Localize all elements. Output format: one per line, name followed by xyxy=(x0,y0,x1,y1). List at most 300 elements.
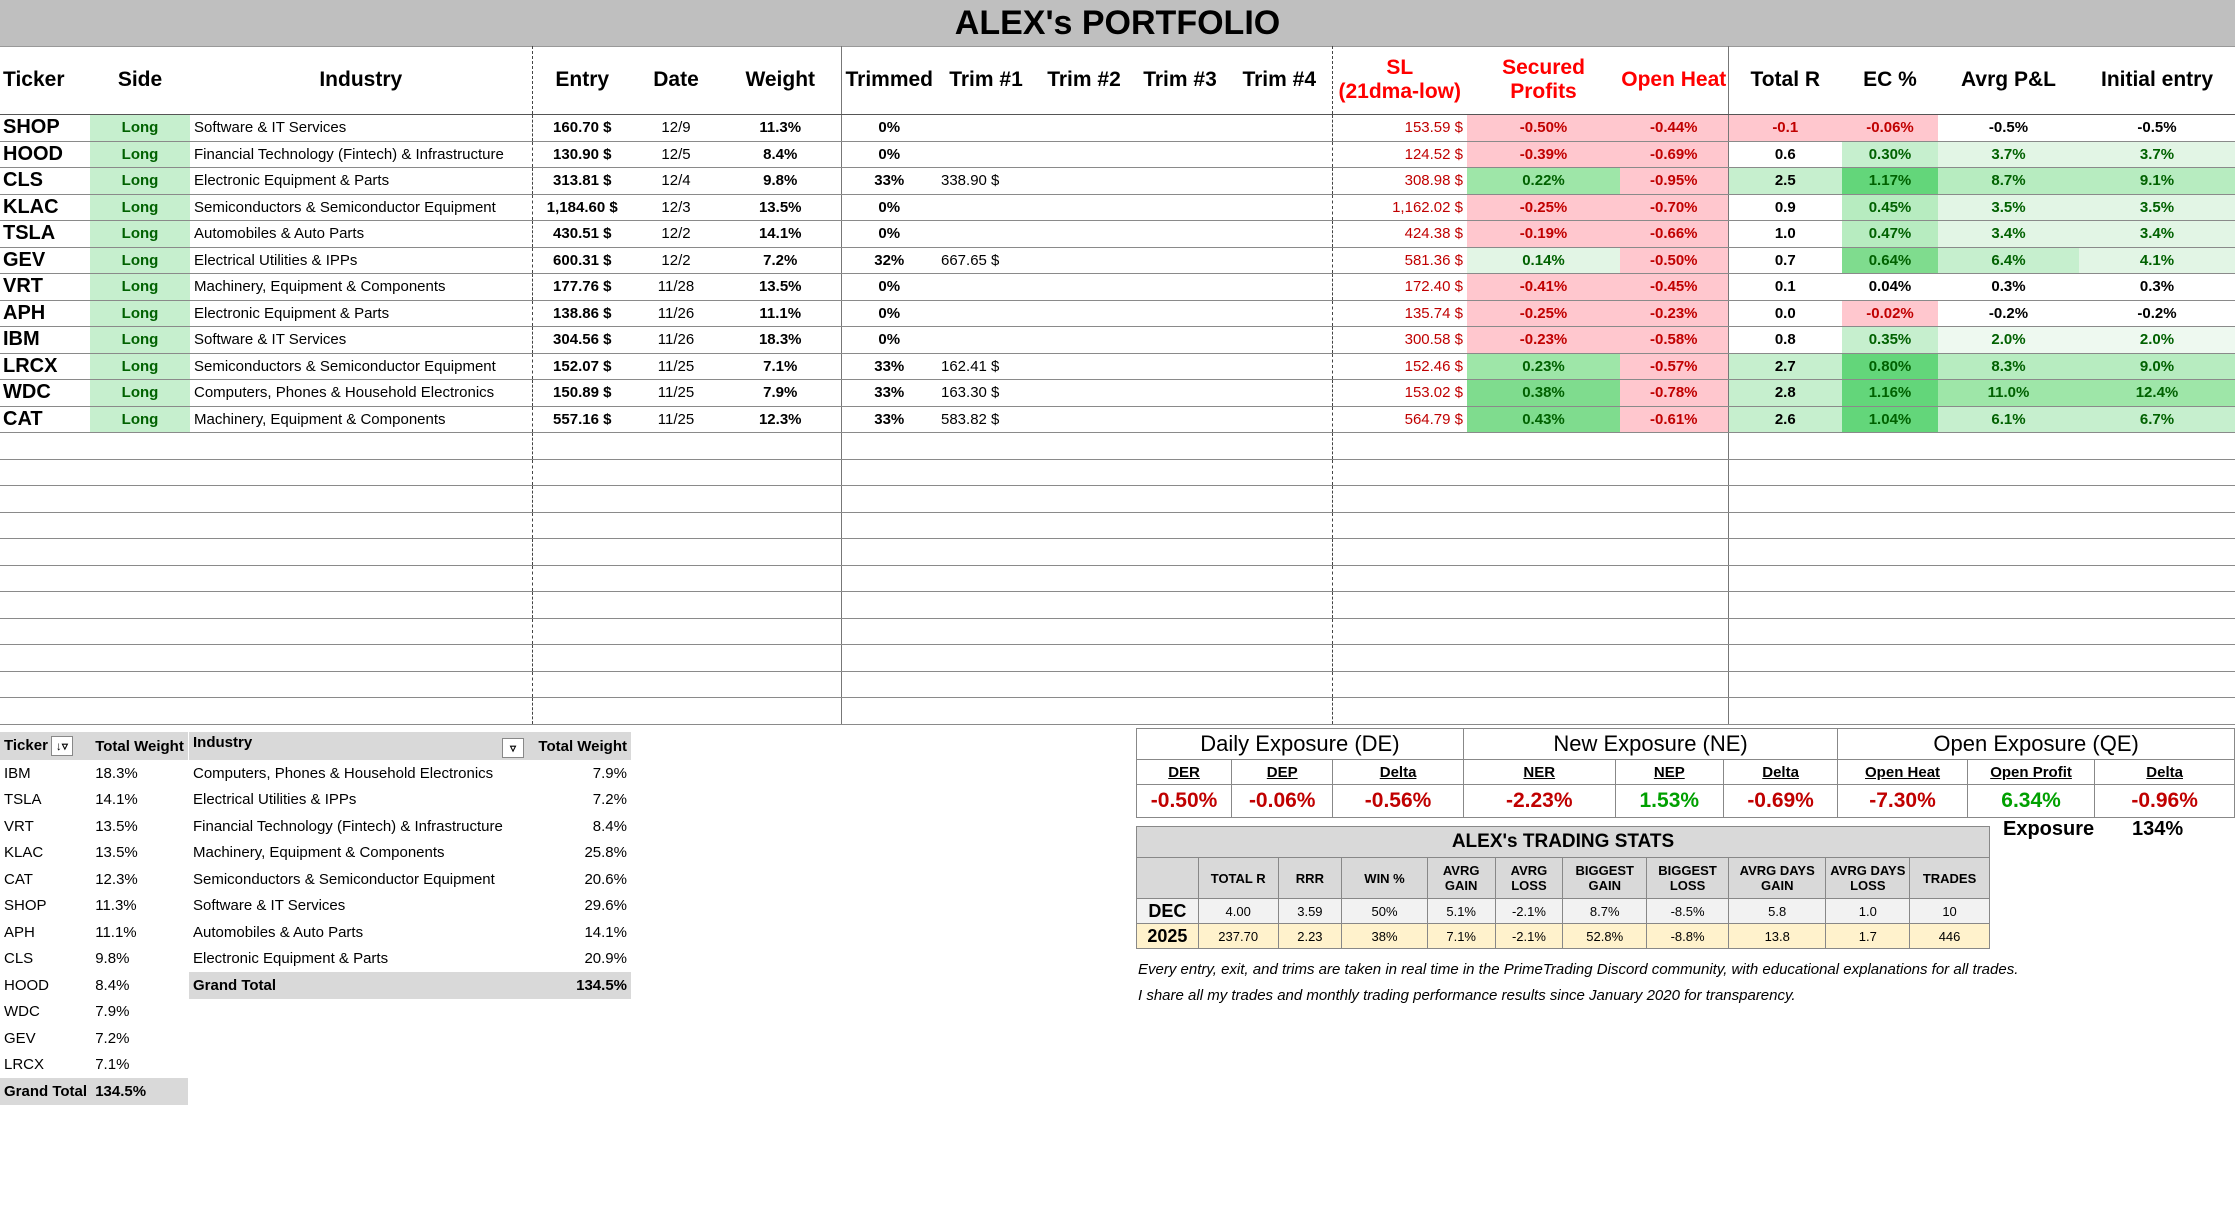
empty-cell[interactable] xyxy=(532,539,632,566)
empty-cell[interactable] xyxy=(1728,459,1842,486)
cell-weight[interactable]: 8.4% xyxy=(720,141,841,168)
empty-cell[interactable] xyxy=(1035,698,1133,725)
empty-cell[interactable] xyxy=(1620,512,1728,539)
empty-cell[interactable] xyxy=(937,645,1035,672)
empty-cell[interactable] xyxy=(2079,671,2235,698)
empty-cell[interactable] xyxy=(2079,618,2235,645)
cell-ec-pct[interactable]: 1.16% xyxy=(1842,380,1938,407)
pivot-value[interactable]: 25.8% xyxy=(584,844,627,862)
cell-stop-loss[interactable]: 581.36 $ xyxy=(1332,247,1467,274)
cell-trim1[interactable] xyxy=(937,115,1035,142)
cell-trim1[interactable] xyxy=(937,327,1035,354)
empty-cell[interactable] xyxy=(1133,539,1227,566)
empty-cell[interactable] xyxy=(90,486,190,513)
cell-avg-pnl[interactable]: 3.5% xyxy=(1938,194,2079,221)
cell-entry[interactable]: 600.31 $ xyxy=(532,247,632,274)
cell-trim4[interactable] xyxy=(1227,168,1332,195)
empty-cell[interactable] xyxy=(1467,698,1620,725)
empty-cell[interactable] xyxy=(1227,592,1332,619)
empty-cell[interactable] xyxy=(632,459,720,486)
cell-trim3[interactable] xyxy=(1133,300,1227,327)
empty-cell[interactable] xyxy=(2079,512,2235,539)
cell-trimmed[interactable]: 33% xyxy=(841,353,937,380)
empty-cell[interactable] xyxy=(532,671,632,698)
empty-cell[interactable] xyxy=(190,645,532,672)
empty-cell[interactable] xyxy=(190,698,532,725)
empty-cell[interactable] xyxy=(1938,486,2079,513)
empty-cell[interactable] xyxy=(841,433,937,460)
cell-trim4[interactable] xyxy=(1227,194,1332,221)
cell-initial-entry[interactable]: -0.5% xyxy=(2079,115,2235,142)
cell-open-heat[interactable]: -0.78% xyxy=(1620,380,1728,407)
empty-cell[interactable] xyxy=(632,671,720,698)
cell-trim1[interactable] xyxy=(937,274,1035,301)
empty-cell[interactable] xyxy=(1227,645,1332,672)
cell-ticker[interactable]: CAT xyxy=(0,406,90,433)
empty-cell[interactable] xyxy=(1332,459,1467,486)
empty-cell[interactable] xyxy=(937,486,1035,513)
cell-ec-pct[interactable]: 1.04% xyxy=(1842,406,1938,433)
cell-trim3[interactable] xyxy=(1133,141,1227,168)
empty-cell[interactable] xyxy=(1938,698,2079,725)
empty-cell[interactable] xyxy=(2079,433,2235,460)
empty-cell[interactable] xyxy=(937,698,1035,725)
cell-total-r[interactable]: 0.0 xyxy=(1728,300,1842,327)
cell-avg-pnl[interactable]: 8.7% xyxy=(1938,168,2079,195)
cell-ec-pct[interactable]: -0.06% xyxy=(1842,115,1938,142)
empty-cell[interactable] xyxy=(0,698,90,725)
empty-cell[interactable] xyxy=(90,459,190,486)
cell-trim4[interactable] xyxy=(1227,353,1332,380)
cell-ec-pct[interactable]: 0.04% xyxy=(1842,274,1938,301)
cell-weight[interactable]: 18.3% xyxy=(720,327,841,354)
empty-cell[interactable] xyxy=(1035,592,1133,619)
cell-avg-pnl[interactable]: 3.7% xyxy=(1938,141,2079,168)
empty-cell[interactable] xyxy=(632,565,720,592)
cell-entry[interactable]: 1,184.60 $ xyxy=(532,194,632,221)
empty-cell[interactable] xyxy=(1332,618,1467,645)
cell-stop-loss[interactable]: 124.52 $ xyxy=(1332,141,1467,168)
cell-date[interactable]: 12/3 xyxy=(632,194,720,221)
empty-cell[interactable] xyxy=(190,565,532,592)
empty-cell[interactable] xyxy=(937,592,1035,619)
cell-initial-entry[interactable]: 3.4% xyxy=(2079,221,2235,248)
cell-secured-profits[interactable]: -0.25% xyxy=(1467,194,1620,221)
cell-industry[interactable]: Computers, Phones & Household Electronics xyxy=(190,380,532,407)
empty-cell[interactable] xyxy=(1938,671,2079,698)
empty-cell[interactable] xyxy=(190,618,532,645)
cell-weight[interactable]: 12.3% xyxy=(720,406,841,433)
cell-ticker[interactable]: IBM xyxy=(0,327,90,354)
cell-date[interactable]: 11/26 xyxy=(632,327,720,354)
empty-cell[interactable] xyxy=(1227,512,1332,539)
empty-cell[interactable] xyxy=(1133,459,1227,486)
cell-trimmed[interactable]: 33% xyxy=(841,406,937,433)
cell-avg-pnl[interactable]: 8.3% xyxy=(1938,353,2079,380)
cell-side[interactable]: Long xyxy=(90,300,190,327)
cell-stop-loss[interactable]: 308.98 $ xyxy=(1332,168,1467,195)
empty-cell[interactable] xyxy=(1728,671,1842,698)
cell-side[interactable]: Long xyxy=(90,380,190,407)
cell-industry[interactable]: Electronic Equipment & Parts xyxy=(190,168,532,195)
cell-weight[interactable]: 13.5% xyxy=(720,274,841,301)
cell-trimmed[interactable]: 33% xyxy=(841,168,937,195)
cell-entry[interactable]: 430.51 $ xyxy=(532,221,632,248)
empty-cell[interactable] xyxy=(1728,486,1842,513)
empty-cell[interactable] xyxy=(1728,618,1842,645)
empty-cell[interactable] xyxy=(1620,433,1728,460)
cell-stop-loss[interactable]: 300.58 $ xyxy=(1332,327,1467,354)
empty-cell[interactable] xyxy=(841,459,937,486)
cell-trim1[interactable]: 163.30 $ xyxy=(937,380,1035,407)
cell-trim2[interactable] xyxy=(1035,247,1133,274)
cell-total-r[interactable]: 0.1 xyxy=(1728,274,1842,301)
cell-avg-pnl[interactable]: -0.5% xyxy=(1938,115,2079,142)
empty-cell[interactable] xyxy=(1035,618,1133,645)
cell-total-r[interactable]: 2.8 xyxy=(1728,380,1842,407)
cell-side[interactable]: Long xyxy=(90,168,190,195)
empty-cell[interactable] xyxy=(1938,565,2079,592)
empty-cell[interactable] xyxy=(720,486,841,513)
cell-trim3[interactable] xyxy=(1133,168,1227,195)
cell-initial-entry[interactable]: 6.7% xyxy=(2079,406,2235,433)
empty-cell[interactable] xyxy=(632,486,720,513)
cell-avg-pnl[interactable]: 2.0% xyxy=(1938,327,2079,354)
empty-cell[interactable] xyxy=(532,698,632,725)
cell-secured-profits[interactable]: 0.14% xyxy=(1467,247,1620,274)
cell-initial-entry[interactable]: -0.2% xyxy=(2079,300,2235,327)
empty-cell[interactable] xyxy=(1728,645,1842,672)
cell-trim2[interactable] xyxy=(1035,327,1133,354)
cell-total-r[interactable]: 2.5 xyxy=(1728,168,1842,195)
cell-trimmed[interactable]: 0% xyxy=(841,115,937,142)
cell-trim2[interactable] xyxy=(1035,194,1133,221)
empty-cell[interactable] xyxy=(1467,592,1620,619)
cell-trim1[interactable]: 162.41 $ xyxy=(937,353,1035,380)
pivot-value[interactable]: 13.5% xyxy=(95,817,138,835)
cell-open-heat[interactable]: -0.57% xyxy=(1620,353,1728,380)
cell-total-r[interactable]: 0.9 xyxy=(1728,194,1842,221)
pivot-value[interactable]: 7.2% xyxy=(95,1029,130,1047)
cell-open-heat[interactable]: -0.45% xyxy=(1620,274,1728,301)
empty-cell[interactable] xyxy=(2079,539,2235,566)
empty-cell[interactable] xyxy=(632,645,720,672)
empty-cell[interactable] xyxy=(1035,565,1133,592)
cell-trimmed[interactable]: 0% xyxy=(841,194,937,221)
empty-cell[interactable] xyxy=(1842,459,1938,486)
cell-weight[interactable]: 7.9% xyxy=(720,380,841,407)
cell-stop-loss[interactable]: 172.40 $ xyxy=(1332,274,1467,301)
empty-cell[interactable] xyxy=(1728,698,1842,725)
cell-ticker[interactable]: VRT xyxy=(0,274,90,301)
cell-trim3[interactable] xyxy=(1133,353,1227,380)
pivot-value[interactable]: 8.4% xyxy=(95,976,130,994)
empty-cell[interactable] xyxy=(841,698,937,725)
cell-trimmed[interactable]: 0% xyxy=(841,300,937,327)
empty-cell[interactable] xyxy=(1035,459,1133,486)
empty-cell[interactable] xyxy=(1035,671,1133,698)
empty-cell[interactable] xyxy=(1133,433,1227,460)
cell-stop-loss[interactable]: 424.38 $ xyxy=(1332,221,1467,248)
cell-trimmed[interactable]: 0% xyxy=(841,274,937,301)
pivot-label[interactable]: Financial Technology (Fintech) & Infrastructure xyxy=(193,817,503,835)
cell-trim4[interactable] xyxy=(1227,247,1332,274)
empty-cell[interactable] xyxy=(532,618,632,645)
empty-cell[interactable] xyxy=(1842,433,1938,460)
cell-stop-loss[interactable]: 153.59 $ xyxy=(1332,115,1467,142)
empty-cell[interactable] xyxy=(1467,512,1620,539)
empty-cell[interactable] xyxy=(1332,539,1467,566)
empty-cell[interactable] xyxy=(1620,459,1728,486)
empty-cell[interactable] xyxy=(632,539,720,566)
empty-cell[interactable] xyxy=(1035,539,1133,566)
cell-stop-loss[interactable]: 1,162.02 $ xyxy=(1332,194,1467,221)
empty-cell[interactable] xyxy=(0,459,90,486)
cell-weight[interactable]: 7.1% xyxy=(720,353,841,380)
empty-cell[interactable] xyxy=(532,565,632,592)
empty-cell[interactable] xyxy=(1227,618,1332,645)
cell-entry[interactable]: 150.89 $ xyxy=(532,380,632,407)
empty-cell[interactable] xyxy=(532,645,632,672)
empty-cell[interactable] xyxy=(1227,698,1332,725)
empty-cell[interactable] xyxy=(0,645,90,672)
cell-trim3[interactable] xyxy=(1133,247,1227,274)
pivot-label[interactable]: IBM xyxy=(4,764,31,782)
cell-trimmed[interactable]: 33% xyxy=(841,380,937,407)
cell-stop-loss[interactable]: 135.74 $ xyxy=(1332,300,1467,327)
empty-cell[interactable] xyxy=(1035,645,1133,672)
empty-cell[interactable] xyxy=(90,698,190,725)
empty-cell[interactable] xyxy=(0,512,90,539)
empty-cell[interactable] xyxy=(1332,486,1467,513)
pivot-label[interactable]: Automobiles & Auto Parts xyxy=(193,923,364,941)
pivot-value[interactable]: 12.3% xyxy=(95,870,138,888)
pivot-value[interactable]: 14.1% xyxy=(95,791,138,809)
empty-cell[interactable] xyxy=(0,618,90,645)
cell-trim4[interactable] xyxy=(1227,141,1332,168)
cell-weight[interactable]: 13.5% xyxy=(720,194,841,221)
empty-cell[interactable] xyxy=(1938,618,2079,645)
cell-entry[interactable]: 160.70 $ xyxy=(532,115,632,142)
pivot-label[interactable]: WDC xyxy=(4,1003,40,1021)
empty-cell[interactable] xyxy=(90,671,190,698)
cell-trim4[interactable] xyxy=(1227,380,1332,407)
empty-cell[interactable] xyxy=(90,512,190,539)
cell-stop-loss[interactable]: 564.79 $ xyxy=(1332,406,1467,433)
cell-open-heat[interactable]: -0.61% xyxy=(1620,406,1728,433)
cell-industry[interactable]: Automobiles & Auto Parts xyxy=(190,221,532,248)
cell-trim2[interactable] xyxy=(1035,221,1133,248)
empty-cell[interactable] xyxy=(841,486,937,513)
pivot-value[interactable]: 20.6% xyxy=(584,870,627,888)
cell-date[interactable]: 12/2 xyxy=(632,247,720,274)
cell-date[interactable]: 12/2 xyxy=(632,221,720,248)
cell-trim3[interactable] xyxy=(1133,327,1227,354)
cell-trim3[interactable] xyxy=(1133,221,1227,248)
cell-secured-profits[interactable]: -0.23% xyxy=(1467,327,1620,354)
empty-cell[interactable] xyxy=(1133,698,1227,725)
cell-side[interactable]: Long xyxy=(90,353,190,380)
cell-entry[interactable]: 152.07 $ xyxy=(532,353,632,380)
cell-trim4[interactable] xyxy=(1227,327,1332,354)
cell-secured-profits[interactable]: -0.39% xyxy=(1467,141,1620,168)
cell-open-heat[interactable]: -0.70% xyxy=(1620,194,1728,221)
cell-entry[interactable]: 138.86 $ xyxy=(532,300,632,327)
pivot-label[interactable]: KLAC xyxy=(4,844,44,862)
empty-cell[interactable] xyxy=(1133,592,1227,619)
cell-entry[interactable]: 313.81 $ xyxy=(532,168,632,195)
empty-cell[interactable] xyxy=(1332,433,1467,460)
empty-cell[interactable] xyxy=(1332,565,1467,592)
cell-trim1[interactable] xyxy=(937,194,1035,221)
empty-cell[interactable] xyxy=(532,592,632,619)
cell-ticker[interactable]: KLAC xyxy=(0,194,90,221)
pivot-value[interactable]: 8.4% xyxy=(592,817,627,835)
cell-ec-pct[interactable]: 0.35% xyxy=(1842,327,1938,354)
pivot-value[interactable]: 11.3% xyxy=(95,897,137,915)
cell-trim2[interactable] xyxy=(1035,115,1133,142)
empty-cell[interactable] xyxy=(1467,565,1620,592)
pivot-value[interactable]: 13.5% xyxy=(95,844,138,862)
pivot-label[interactable]: Semiconductors & Semiconductor Equipment xyxy=(193,870,495,888)
cell-avg-pnl[interactable]: 6.1% xyxy=(1938,406,2079,433)
cell-total-r[interactable]: 0.7 xyxy=(1728,247,1842,274)
empty-cell[interactable] xyxy=(1728,539,1842,566)
cell-total-r[interactable]: 2.7 xyxy=(1728,353,1842,380)
pivot-label[interactable]: SHOP xyxy=(4,897,47,915)
empty-cell[interactable] xyxy=(2079,698,2235,725)
empty-cell[interactable] xyxy=(0,565,90,592)
cell-industry[interactable]: Electrical Utilities & IPPs xyxy=(190,247,532,274)
empty-cell[interactable] xyxy=(1938,433,2079,460)
pivot-label[interactable]: Electronic Equipment & Parts xyxy=(193,950,389,968)
empty-cell[interactable] xyxy=(720,618,841,645)
empty-cell[interactable] xyxy=(1728,565,1842,592)
empty-cell[interactable] xyxy=(1227,565,1332,592)
pivot-value[interactable]: 9.8% xyxy=(95,950,130,968)
empty-cell[interactable] xyxy=(90,592,190,619)
empty-cell[interactable] xyxy=(2079,592,2235,619)
cell-industry[interactable]: Machinery, Equipment & Components xyxy=(190,274,532,301)
cell-avg-pnl[interactable]: 3.4% xyxy=(1938,221,2079,248)
cell-side[interactable]: Long xyxy=(90,274,190,301)
cell-ec-pct[interactable]: 0.64% xyxy=(1842,247,1938,274)
cell-entry[interactable]: 177.76 $ xyxy=(532,274,632,301)
cell-trim3[interactable] xyxy=(1133,194,1227,221)
empty-cell[interactable] xyxy=(720,459,841,486)
empty-cell[interactable] xyxy=(1133,512,1227,539)
cell-secured-profits[interactable]: -0.19% xyxy=(1467,221,1620,248)
empty-cell[interactable] xyxy=(1620,645,1728,672)
empty-cell[interactable] xyxy=(841,539,937,566)
pivot-label[interactable]: TSLA xyxy=(4,791,42,809)
empty-cell[interactable] xyxy=(190,486,532,513)
cell-avg-pnl[interactable]: 6.4% xyxy=(1938,247,2079,274)
cell-open-heat[interactable]: -0.50% xyxy=(1620,247,1728,274)
empty-cell[interactable] xyxy=(720,565,841,592)
cell-ec-pct[interactable]: 0.45% xyxy=(1842,194,1938,221)
empty-cell[interactable] xyxy=(1035,486,1133,513)
cell-trim2[interactable] xyxy=(1035,300,1133,327)
empty-cell[interactable] xyxy=(841,565,937,592)
cell-side[interactable]: Long xyxy=(90,115,190,142)
empty-cell[interactable] xyxy=(937,618,1035,645)
cell-trim4[interactable] xyxy=(1227,274,1332,301)
pivot-label[interactable]: APH xyxy=(4,923,35,941)
empty-cell[interactable] xyxy=(937,565,1035,592)
pivot-label[interactable]: GEV xyxy=(4,1029,36,1047)
empty-cell[interactable] xyxy=(841,671,937,698)
cell-ticker[interactable]: LRCX xyxy=(0,353,90,380)
pivot-label[interactable]: CAT xyxy=(4,870,33,888)
empty-cell[interactable] xyxy=(2079,459,2235,486)
cell-side[interactable]: Long xyxy=(90,247,190,274)
cell-date[interactable]: 12/9 xyxy=(632,115,720,142)
empty-cell[interactable] xyxy=(532,512,632,539)
cell-trim1[interactable]: 338.90 $ xyxy=(937,168,1035,195)
cell-open-heat[interactable]: -0.95% xyxy=(1620,168,1728,195)
cell-total-r[interactable]: 2.6 xyxy=(1728,406,1842,433)
empty-cell[interactable] xyxy=(632,698,720,725)
cell-ec-pct[interactable]: 0.30% xyxy=(1842,141,1938,168)
cell-open-heat[interactable]: -0.44% xyxy=(1620,115,1728,142)
pivot-value[interactable]: 14.1% xyxy=(584,923,627,941)
cell-trim3[interactable] xyxy=(1133,274,1227,301)
cell-ticker[interactable]: TSLA xyxy=(0,221,90,248)
empty-cell[interactable] xyxy=(841,512,937,539)
pivot-value[interactable]: 11.1% xyxy=(95,923,137,941)
empty-cell[interactable] xyxy=(0,671,90,698)
cell-date[interactable]: 11/25 xyxy=(632,353,720,380)
empty-cell[interactable] xyxy=(841,592,937,619)
empty-cell[interactable] xyxy=(1938,592,2079,619)
empty-cell[interactable] xyxy=(2079,565,2235,592)
empty-cell[interactable] xyxy=(1842,565,1938,592)
empty-cell[interactable] xyxy=(1842,486,1938,513)
empty-cell[interactable] xyxy=(1467,433,1620,460)
empty-cell[interactable] xyxy=(190,459,532,486)
empty-cell[interactable] xyxy=(1620,539,1728,566)
empty-cell[interactable] xyxy=(1842,698,1938,725)
pivot-value[interactable]: 7.2% xyxy=(592,791,627,809)
cell-trim1[interactable]: 667.65 $ xyxy=(937,247,1035,274)
cell-total-r[interactable]: -0.1 xyxy=(1728,115,1842,142)
empty-cell[interactable] xyxy=(2079,486,2235,513)
cell-trim3[interactable] xyxy=(1133,406,1227,433)
cell-trim4[interactable] xyxy=(1227,221,1332,248)
cell-industry[interactable]: Software & IT Services xyxy=(190,327,532,354)
cell-open-heat[interactable]: -0.58% xyxy=(1620,327,1728,354)
cell-industry[interactable]: Electronic Equipment & Parts xyxy=(190,300,532,327)
empty-cell[interactable] xyxy=(1842,592,1938,619)
empty-cell[interactable] xyxy=(190,671,532,698)
cell-trim1[interactable]: 583.82 $ xyxy=(937,406,1035,433)
cell-industry[interactable]: Software & IT Services xyxy=(190,115,532,142)
empty-cell[interactable] xyxy=(937,671,1035,698)
empty-cell[interactable] xyxy=(1035,512,1133,539)
cell-trim2[interactable] xyxy=(1035,274,1133,301)
cell-ec-pct[interactable]: 0.80% xyxy=(1842,353,1938,380)
empty-cell[interactable] xyxy=(1842,512,1938,539)
pivot-label[interactable]: Electrical Utilities & IPPs xyxy=(193,791,357,809)
cell-initial-entry[interactable]: 4.1% xyxy=(2079,247,2235,274)
cell-initial-entry[interactable]: 9.0% xyxy=(2079,353,2235,380)
empty-cell[interactable] xyxy=(1842,539,1938,566)
empty-cell[interactable] xyxy=(1467,671,1620,698)
empty-cell[interactable] xyxy=(1842,618,1938,645)
cell-initial-entry[interactable]: 3.7% xyxy=(2079,141,2235,168)
cell-date[interactable]: 11/25 xyxy=(632,406,720,433)
